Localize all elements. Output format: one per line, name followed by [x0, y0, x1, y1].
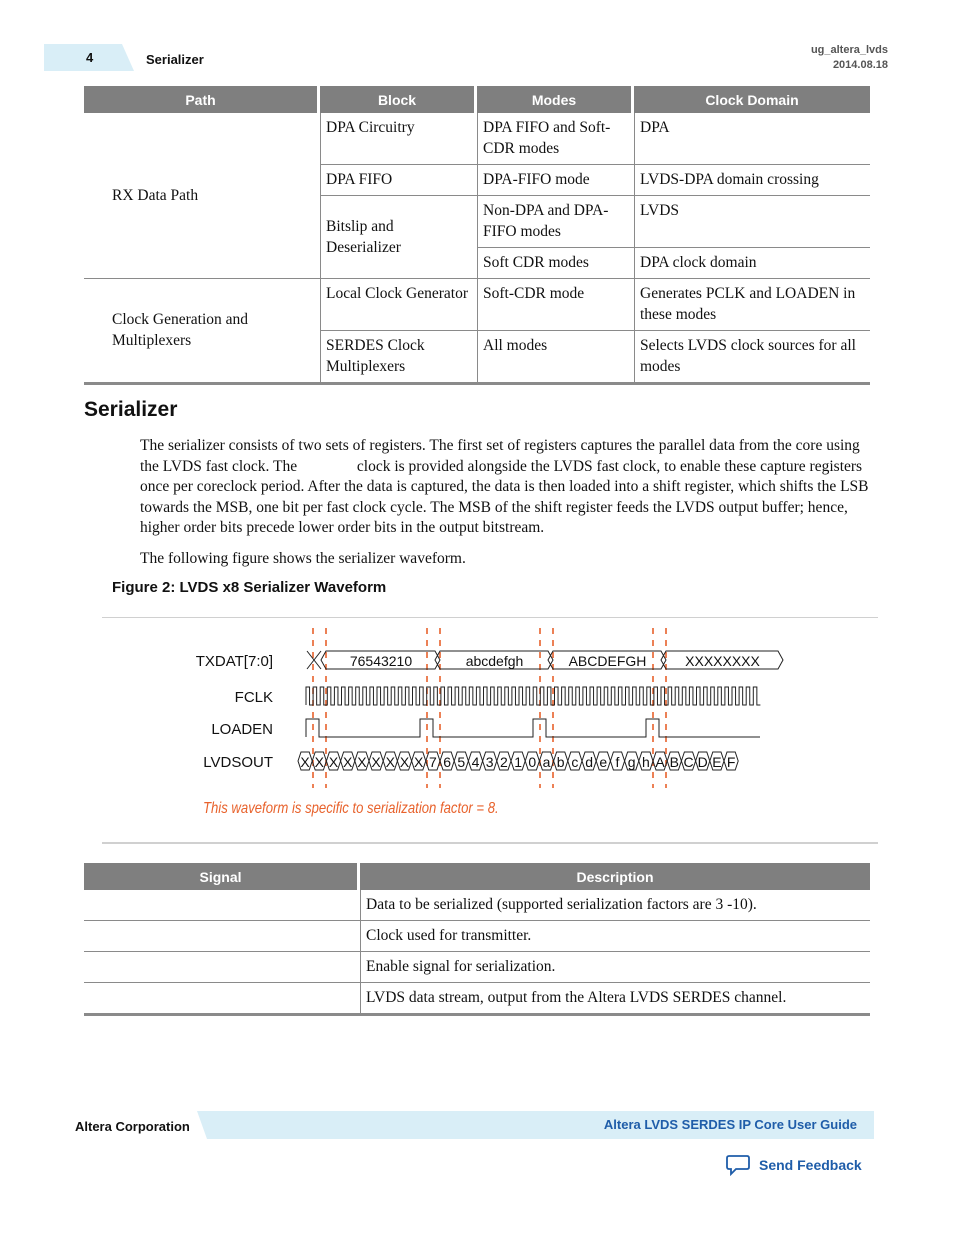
send-feedback-link[interactable]	[726, 1154, 862, 1176]
lvdsout-bit-label: 0	[528, 754, 537, 770]
path-block-table	[84, 86, 870, 385]
fclk-wave	[306, 687, 760, 705]
col-header-description: Description	[360, 863, 870, 890]
mode-cell: DPA-FIFO mode	[477, 165, 634, 196]
lvdsout-bit-label: X	[357, 754, 367, 770]
lvdsout-bit-label: X	[343, 754, 353, 770]
txdat-word-label: ABCDEFGH	[568, 653, 647, 669]
description-cell: Enable signal for serialization.	[360, 952, 870, 983]
paragraph-text-2: clock is provided alongside the LVDS fast clock, to enable these capture registers once per coreclock period. After the data is captured, the data is then loaded into a shift register, which shifts the LSB towards the MSB, one bit per fast clock cycle. The MSB of the shift register feeds the LVDS output buffer; hence, higher order bits precede lower order bits in the output bitstream.	[140, 457, 869, 536]
path-cell-clock: Clock Generation and Multiplexers	[84, 279, 320, 385]
lvdsout-bit-label: c	[571, 754, 579, 770]
table-row	[84, 279, 870, 331]
header-doc-info	[811, 43, 888, 73]
lvdsout-bit-label: f	[615, 754, 620, 770]
table-row	[84, 952, 870, 983]
domain-cell: DPA clock domain	[634, 248, 870, 279]
col-header-block: Block	[320, 86, 477, 113]
lvdsout-bit-label: X	[328, 754, 339, 770]
lvdsout-bit-label: d	[585, 754, 593, 770]
doc-date: 2014.08.18	[832, 59, 888, 71]
lvdsout-bit-label: B	[669, 754, 679, 770]
signal-cell	[84, 952, 360, 983]
table-header-row	[84, 86, 870, 113]
loaden-wave	[306, 719, 760, 737]
page-number: 4	[86, 50, 94, 65]
section-heading: Serializer	[84, 398, 178, 421]
txdat-word-label: 76543210	[349, 653, 413, 669]
block-cell: DPA Circuitry	[320, 113, 477, 165]
mode-cell: Soft-CDR mode	[477, 279, 634, 331]
description-cell: LVDS data stream, output from the Altera LVDS SERDES channel.	[360, 983, 870, 1016]
block-cell: SERDES Clock Multiplexers	[320, 331, 477, 385]
lvdsout-bit-label: 5	[457, 754, 466, 770]
lvdsout-bit-label: X	[399, 754, 410, 770]
serializer-paragraph	[140, 436, 875, 539]
table-header-row	[84, 863, 870, 890]
domain-cell: Selects LVDS clock sources for all modes	[634, 331, 870, 385]
col-header-modes: Modes	[477, 86, 634, 113]
table-row	[84, 113, 870, 165]
lvdsout-bit-label: 2	[500, 754, 508, 770]
footer-company: Altera Corporation	[75, 1119, 190, 1134]
signal-cell	[84, 983, 360, 1016]
lvdsout-bit-label: 6	[443, 754, 451, 770]
col-header-signal: Signal	[84, 863, 360, 890]
mode-cell: All modes	[477, 331, 634, 385]
lvdsout-bit-label: 1	[514, 754, 522, 770]
table-row	[84, 890, 870, 921]
lvdsout-bit-label: e	[599, 754, 608, 770]
lvdsout-bit-label: X	[414, 754, 424, 770]
mode-cell: Soft CDR modes	[477, 248, 634, 279]
path-cell-rx: RX Data Path	[84, 113, 320, 279]
lvdsout-bit-label: C	[683, 754, 694, 770]
lvdsout-bit-label: D	[697, 754, 708, 770]
domain-cell: DPA	[634, 113, 870, 165]
waveform-note: This waveform is specific to serialization factor = 8.	[203, 800, 499, 817]
lvdsout-bit-label: 3	[485, 754, 494, 770]
signal-label: FCLK	[234, 689, 273, 706]
block-cell: Local Clock Generator	[320, 279, 477, 331]
txdat-transition	[307, 651, 321, 669]
send-feedback-label: Send Feedback	[759, 1157, 862, 1173]
mode-cell: DPA FIFO and Soft-CDR modes	[477, 113, 634, 165]
signal-label: LVDSOUT	[203, 754, 273, 771]
description-cell: Data to be serialized (supported serialization factors are 3 -10).	[360, 890, 870, 921]
signal-cell	[84, 921, 360, 952]
serializer-waveform	[102, 618, 882, 798]
lvdsout-bit-label: g	[627, 754, 636, 770]
block-cell: DPA FIFO	[320, 165, 477, 196]
signal-label: TXDAT[7:0]	[195, 653, 273, 670]
feedback-speech-bubble-icon	[726, 1154, 750, 1176]
signal-label: LOADEN	[211, 721, 273, 738]
lvdsout-bit-label: 7	[429, 754, 437, 770]
lvdsout-bit-label: X	[385, 754, 395, 770]
domain-cell: Generates PCLK and LOADEN in these modes	[634, 279, 870, 331]
lvdsout-bit-label: h	[642, 754, 650, 770]
lvdsout-bit-label: F	[726, 754, 736, 770]
mode-cell: Non-DPA and DPA-FIFO modes	[477, 196, 634, 248]
lvdsout-bit-label: X	[314, 754, 324, 770]
txdat-word-label: abcdefgh	[465, 653, 524, 669]
col-header-path: Path	[84, 86, 320, 113]
lvdsout-bit-label: a	[542, 754, 551, 770]
lvdsout-bit-label: E	[712, 754, 722, 770]
description-cell: Clock used for transmitter.	[360, 921, 870, 952]
header-section-title: Serializer	[146, 52, 204, 67]
signal-table	[84, 863, 870, 1016]
footer-guide-title[interactable]: Altera LVDS SERDES IP Core User Guide	[603, 1117, 857, 1132]
lvdsout-bit-label: A	[655, 754, 665, 770]
block-cell: Bitslip and Deserializer	[320, 196, 477, 279]
domain-cell: LVDS-DPA domain crossing	[634, 165, 870, 196]
domain-cell: LVDS	[634, 196, 870, 248]
lvdsout-bit-label: 4	[471, 754, 480, 770]
figure-intro-paragraph: The following figure shows the serializer waveform.	[140, 550, 466, 567]
doc-id: ug_altera_lvds	[810, 44, 888, 56]
figure-caption: Figure 2: LVDS x8 Serializer Waveform	[112, 579, 387, 596]
txdat-word-label: XXXXXXXX	[685, 653, 760, 669]
lvdsout-bit-label: X	[371, 754, 381, 770]
lvdsout-bit-label: b	[556, 754, 565, 770]
signal-cell	[84, 890, 360, 921]
paragraph-text-1: The serializer consists of two sets of registers. The first set of registers captures the parallel data from the core using the LVDS fast clock. The	[140, 437, 860, 475]
table-row	[84, 921, 870, 952]
figure-bottom-rule	[102, 842, 878, 844]
col-header-clock-domain: Clock Domain	[634, 86, 870, 113]
lvdsout-bit-label: X	[300, 754, 310, 770]
table-row	[84, 983, 870, 1016]
